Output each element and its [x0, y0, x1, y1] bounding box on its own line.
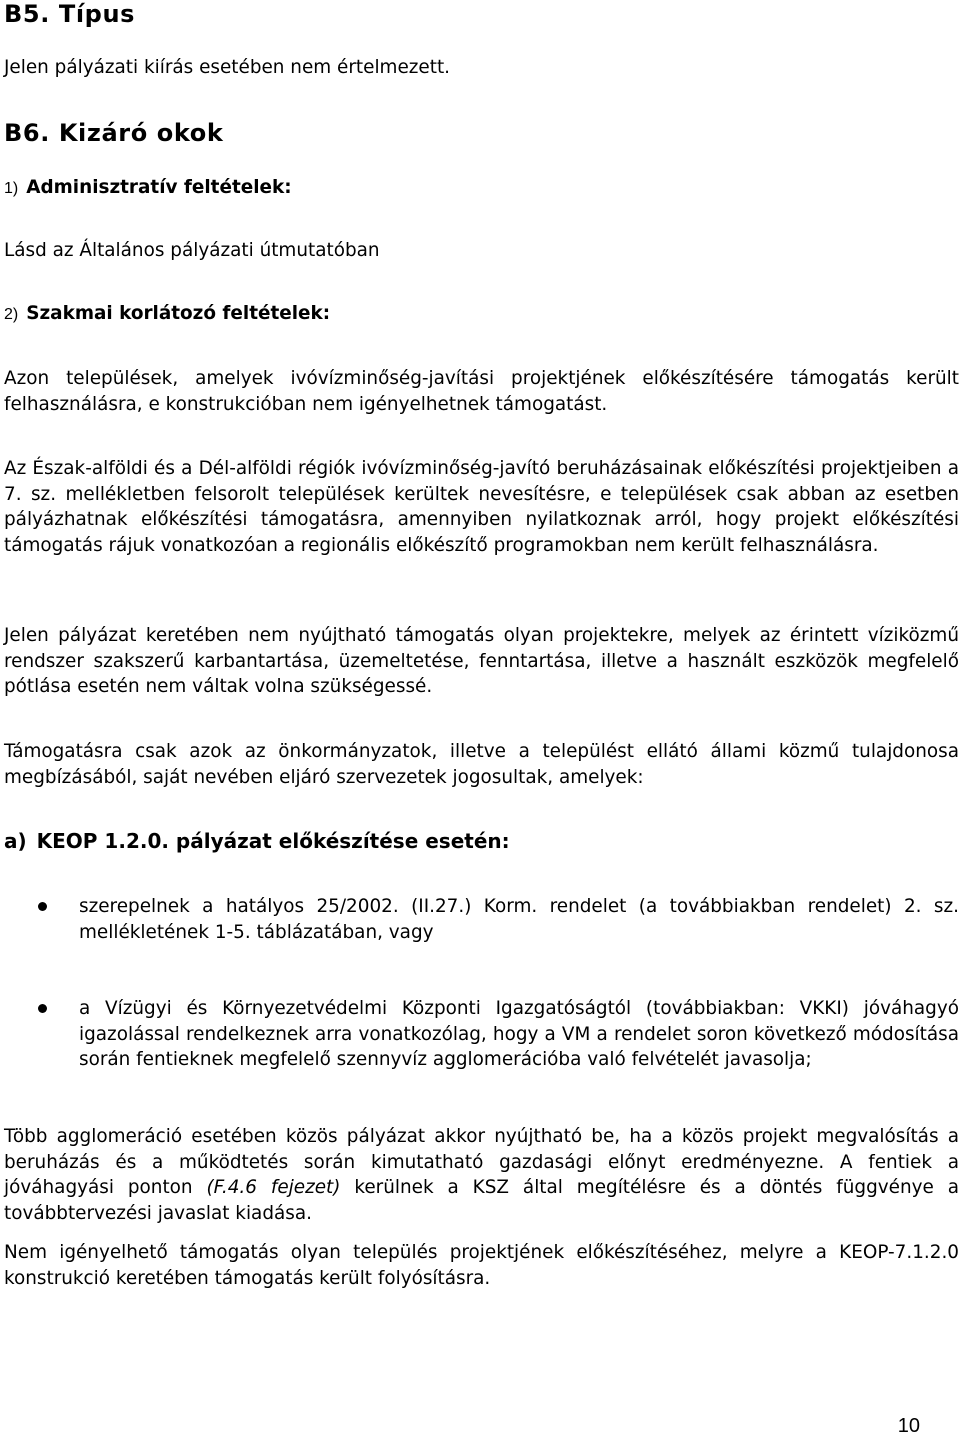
paragraph-1: Azon települések, amelyek ivóvízminőség-javítási projektjének előkészítésére támogatás került felhasználásra, e konstrukcióban nem igényelhetnek támogatást. [4, 368, 959, 415]
item-2-number: 2) [4, 306, 19, 323]
paragraph-5-text-b: kerülnek a KSZ által megítélésre és a döntés függvénye a továbbtervezési javaslat kiadása. [4, 1177, 960, 1224]
section-a-label: a) [4, 829, 27, 853]
section-a-heading [4, 828, 959, 854]
item-1-number: 1) [4, 180, 19, 197]
section-heading-b6: B6. Kizáró okok [4, 119, 224, 147]
bullet-dot [38, 1004, 47, 1013]
item-1-heading [4, 176, 959, 201]
paragraph-5 [4, 1124, 959, 1226]
list-item: szerepelnek a hatályos 25/2002. (II.27.) Korm. rendelet (a továbbiakban rendelet) 2. sz. mellékletének 1-5. táblázatában, vagy [79, 896, 959, 943]
paragraph-5-text-a: Több agglomeráció esetében közös pályázat akkor nyújtható be, ha a közös projekt megvalósítás a beruházás és a működtetés során kimutatható gazdasági előnyt eredményezne. A fentiek a jóváhagyási ponton [4, 1126, 959, 1199]
paragraph-6: Nem igényelhető támogatás olyan település projektjének előkészítéséhez, melyre a KEOP-7.1.2.0 konstrukció keretében támogatás került folyósításra. [4, 1242, 959, 1289]
chapter-reference: (F.4.6 fejezet) [206, 1177, 341, 1199]
paragraph-2: Az Észak-alföldi és a Dél-alföldi régiók ivóvízminőség-javító beruházásainak előkészítési projektjeiben a 7. sz. mellékletben felsorolt települések kerültek nevesítésre, e települések csak abban az esetben pályázhatnak előkészítési támogatásra, amennyiben nyilatkoznak arról, hogy projekt előkészítési támogatás rájuk vonatkozóan a regionális előkészítő programokban nem került felhasználásra. [4, 458, 959, 556]
item-2-heading [4, 302, 959, 327]
item-1-title: Adminisztratív feltételek: [26, 177, 292, 198]
bullet-dot [38, 902, 47, 911]
item-2-title: Szakmai korlátozó feltételek: [26, 303, 331, 324]
item-1-text: Lásd az Általános pályázati útmutatóban [4, 240, 380, 261]
section-a-title: KEOP 1.2.0. pályázat előkészítése esetén: [36, 829, 510, 853]
paragraph-4: Támogatásra csak azok az önkormányzatok, illetve a települést ellátó állami közmű tulajdonosa megbízásából, saját nevében eljáró szervezetek jogosultak, amelyek: [4, 741, 959, 788]
page-number: 10 [897, 1415, 920, 1437]
b5-text: Jelen pályázati kiírás esetében nem értelmezett. [4, 57, 451, 78]
paragraph-3: Jelen pályázat keretében nem nyújtható támogatás olyan projektekre, melyek az érintett víziközmű rendszer szakszerű karbantartása, üzemeltetése, fenntartása, illetve a használt eszközök megfelelő pótlása esetén nem váltak volna szükségessé. [4, 625, 959, 698]
section-heading-b5: B5. Típus [4, 0, 136, 28]
list-item: a Vízügyi és Környezetvédelmi Központi Igazgatóságtól (továbbiakban: VKKI) jóváhagyó igazolással rendelkeznek arra vonatkozólag, hogy a VM a rendelet soron következő módosítása során fentieknek megfelelő szennyvíz agglomerációba való felvételét javasolja; [79, 998, 959, 1071]
